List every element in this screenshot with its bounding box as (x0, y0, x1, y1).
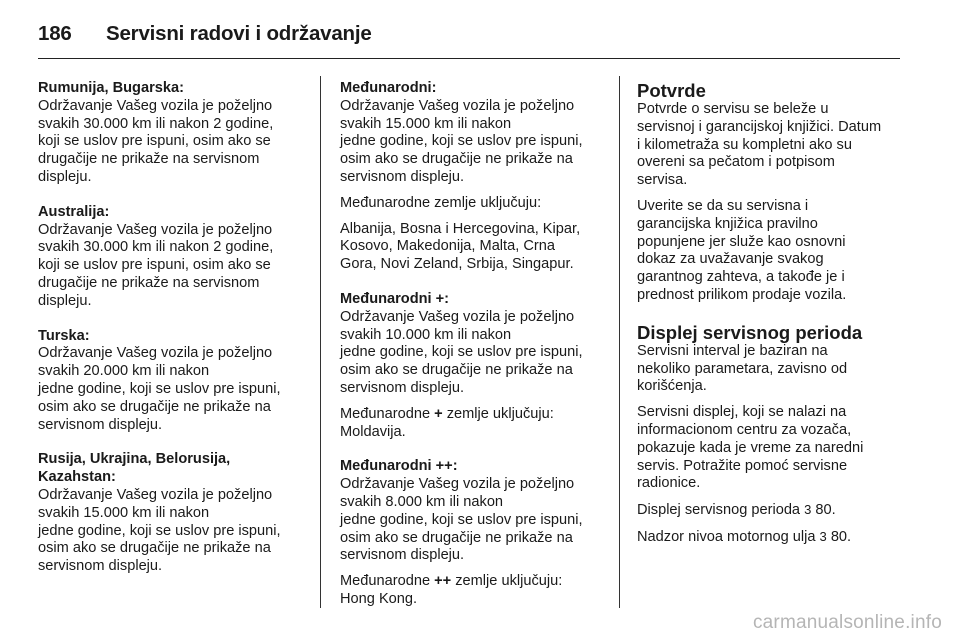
text-line: Moldavija. (340, 423, 406, 440)
international-countries (340, 221, 606, 274)
text-line: servisnom displeju. (340, 547, 465, 564)
text-line: drugačije ne prikaže na servisnom (38, 274, 260, 291)
section-label-cont: Kazahstan: (38, 469, 116, 486)
reference-text: Displej servisnog perioda (637, 502, 805, 519)
text-line: radionice. (637, 475, 701, 492)
watermark: carmanualsonline.info (752, 612, 942, 633)
column-divider-2 (619, 76, 620, 608)
text-line: jedne godine, koji se uslov pre ispuni, (38, 380, 281, 397)
text-line: Gora, Novi Zeland, Srbija, Singapur. (340, 256, 574, 273)
text-line: i kilometraža su kompletni ako su (637, 136, 852, 153)
text-line: osim ako se drugačije ne prikaže na (38, 398, 271, 415)
heading-service-display: Displej servisnog perioda (637, 321, 863, 343)
page-title: Servisni radovi i održavanje (106, 22, 372, 45)
international-plus-countries (340, 406, 606, 442)
column-divider-1 (320, 76, 321, 608)
section-label: Rusija, Ukrajina, Belorusija, (38, 451, 231, 468)
text-fragment: zemlje uključuju: (442, 405, 554, 422)
page-reference-icon: 3 (804, 502, 812, 518)
reference-page: 80. (826, 528, 852, 545)
text-line: Hong Kong. (340, 590, 418, 607)
page-reference-icon: 3 (819, 528, 827, 544)
text-line: Održavanje Vašeg vozila je poželjno (38, 486, 273, 503)
text-line (340, 406, 606, 424)
reference-oil-level[interactable] (637, 528, 907, 547)
text-line: svakih 30.000 km ili nakon 2 godine, (38, 115, 274, 132)
section-international (340, 80, 606, 187)
section-international-plusplus (340, 458, 606, 565)
text-line: Održavanje Vašeg vozila je poželjno (340, 476, 575, 493)
section-international-plus (340, 291, 606, 398)
text-line: koji se uslov pre ispuni, osim ako se (38, 133, 271, 150)
cross-reference[interactable] (637, 528, 907, 547)
reference-text: Nadzor nivoa motornog ulja (637, 528, 820, 545)
text-line: servisnom displeju. (38, 416, 163, 433)
international-plusplus-countries (340, 573, 606, 609)
text-line: Održavanje Vašeg vozila je poželjno (38, 345, 273, 362)
text-line: jedne godine, koji se uslov pre ispuni, (340, 511, 583, 528)
text-line: garancijska knjižica pravilno (637, 215, 818, 232)
text-line: Održavanje Vašeg vozila je poželjno (340, 97, 575, 114)
text-fragment: Međunarodne (340, 405, 435, 422)
text-line: garantnog zahteva, a takođe je i (637, 269, 845, 286)
text-line: svakih 15.000 km ili nakon (38, 504, 210, 521)
text-line: svakih 8.000 km ili nakon (340, 493, 504, 510)
text-fragment: zemlje uključuju: (451, 573, 563, 590)
plus-mark: + (434, 405, 443, 422)
text-line: jedne godine, koji se uslov pre ispuni, (340, 344, 583, 361)
section-russia-group (38, 451, 304, 576)
page-number: 186 (38, 22, 72, 45)
section-australia (38, 204, 304, 311)
text-line: dokaz za uvažavanje svakog (637, 251, 824, 268)
international-countries-intro (340, 195, 606, 213)
text-line: pokazuje kada je vreme za naredni (637, 439, 864, 456)
section-turkey (38, 328, 304, 435)
heading-potvrde: Potvrde (637, 80, 706, 101)
page-header (38, 14, 372, 54)
text-line: svakih 15.000 km ili nakon (340, 115, 512, 132)
text-line: osim ako se drugačije ne prikaže na (340, 151, 573, 168)
section-romania-bulgaria (38, 80, 304, 187)
text-line: servis. Potražite pomoć servisne (637, 457, 848, 474)
text-line: drugačije ne prikaže na servisnom (38, 151, 260, 168)
text-line: servisnom displeju. (38, 558, 163, 575)
section-label: Međunarodni: (340, 80, 437, 96)
text-line: Održavanje Vašeg vozila je poželjno (38, 97, 273, 114)
text-line: svakih 10.000 km ili nakon (340, 326, 512, 343)
section-label: Rumunija, Bugarska: (38, 80, 184, 96)
text-line: overeni sa pečatom i potpisom (637, 154, 835, 171)
text-line: prednost prilikom prodaje vozila. (637, 286, 847, 303)
header-rule (38, 58, 900, 59)
text-line: Uverite se da su servisna i (637, 197, 809, 214)
text-line: osim ako se drugačije ne prikaže na (340, 529, 573, 546)
text-line: koji se uslov pre ispuni, osim ako se (38, 257, 271, 274)
reference-page: 80. (811, 502, 836, 519)
text-line: informacionom centru za vozača, (637, 421, 852, 438)
text-line: Održavanje Vašeg vozila je poželjno (38, 221, 273, 238)
display-paragraph-1 (637, 343, 907, 396)
text-line (340, 573, 606, 591)
text-line: servisnoj i garancijskoj knjižici. Datum (637, 118, 882, 135)
text-line: Servisni displej, koji se nalazi na (637, 404, 847, 421)
column-2 (340, 80, 606, 626)
text-line: Potvrde o servisu se beleže u (637, 101, 829, 117)
text-line: Međunarodne zemlje uključuju: (340, 194, 542, 211)
text-line: nekoliko parametara, zavisno od (637, 360, 848, 377)
text-line: svakih 30.000 km ili nakon 2 godine, (38, 239, 274, 256)
text-line: osim ako se drugačije ne prikaže na (340, 362, 573, 379)
potvrde-paragraph-2 (637, 198, 907, 305)
text-line: jedne godine, koji se uslov pre ispuni, (38, 522, 281, 539)
text-line: Albanija, Bosna i Hercegovina, Kipar, (340, 220, 581, 237)
text-line: Održavanje Vašeg vozila je poželjno (340, 308, 575, 325)
text-line: osim ako se drugačije ne prikaže na (38, 540, 271, 557)
text-line: servisa. (637, 172, 688, 189)
text-line: jedne godine, koji se uslov pre ispuni, (340, 133, 583, 150)
section-label: Međunarodni +: (340, 290, 450, 307)
text-line: servisnom displeju. (340, 168, 465, 185)
text-line: korišćenja. (637, 378, 707, 395)
cross-reference[interactable] (637, 501, 907, 520)
plusplus-mark: ++ (434, 573, 452, 590)
display-paragraph-2 (637, 404, 907, 493)
text-fragment: Međunarodne (340, 573, 435, 590)
text-line: displeju. (38, 168, 92, 185)
section-label: Turska: (38, 327, 90, 344)
text-line: svakih 20.000 km ili nakon (38, 363, 210, 380)
column-1 (38, 80, 304, 593)
section-label: Australija: (38, 203, 110, 220)
text-line: Kosovo, Makedonija, Malta, Crna (340, 238, 555, 255)
text-line: servisnom displeju. (340, 379, 465, 396)
potvrde-paragraph-1 (637, 101, 907, 190)
text-line: Servisni interval je baziran na (637, 342, 828, 359)
reference-service-display[interactable] (637, 501, 907, 520)
section-label: Međunarodni ++: (340, 458, 458, 475)
text-line: displeju. (38, 292, 92, 309)
text-line: popunjene jer služe kao osnovni (637, 233, 846, 250)
column-3 (637, 80, 907, 555)
